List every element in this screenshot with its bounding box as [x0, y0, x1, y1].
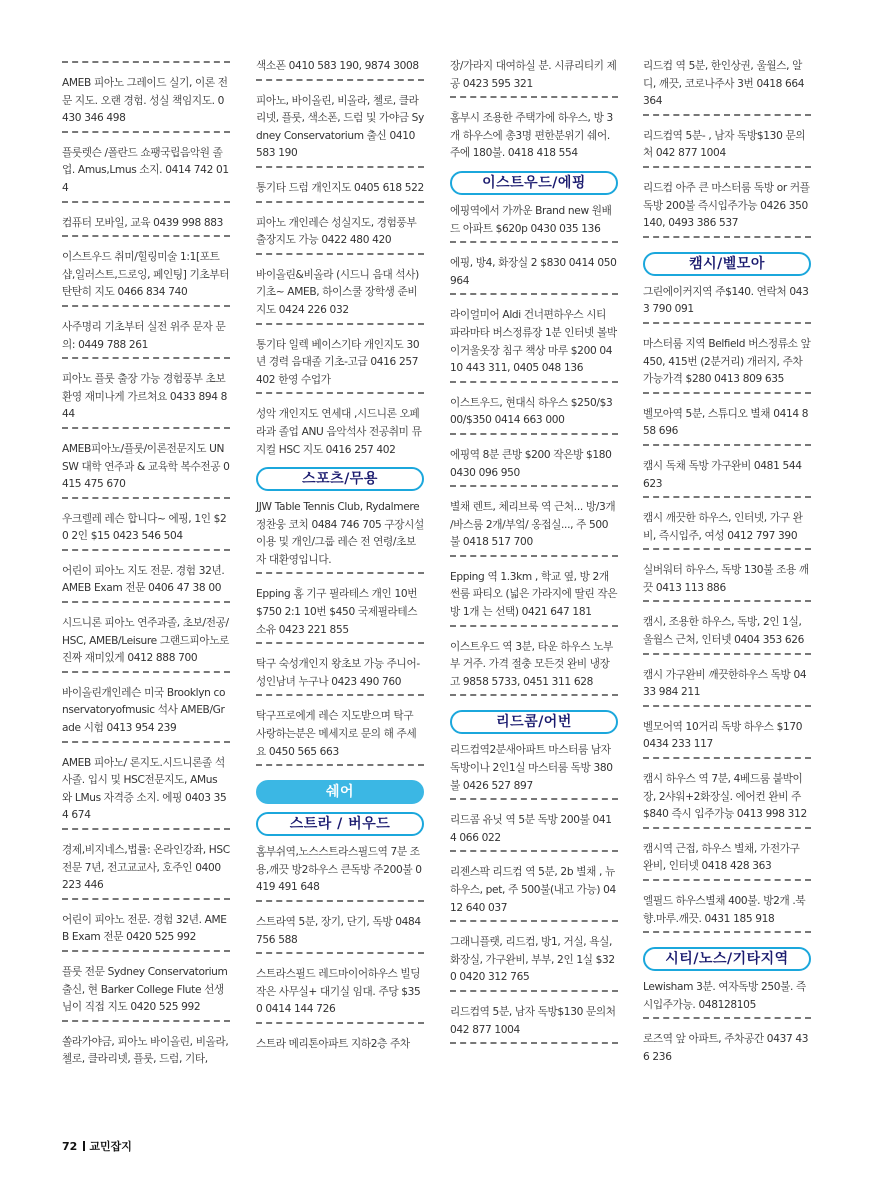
section-header: 스트라 / 버우드 [256, 812, 424, 836]
classified-ad: 에핑역에서 가까운 Brand new 원배드 아파트 $620p 0430 035 136 [450, 204, 612, 235]
dashed-divider [643, 496, 811, 504]
classified-ad: 캠시 가구완비 깨끗한하우스 독방 0433 984 211 [643, 668, 807, 699]
classified-ad: 탁구 숙성개인지 왕초보 가능 주니어-성인남녀 누구나 0423 490 760 [256, 658, 420, 688]
classified-ad: 어린이 피아노 지도 전문. 경험 32년. AMEB Exam 전문 0406 47 38 00 [62, 564, 225, 595]
dashed-divider [643, 879, 811, 887]
page-footer [62, 1138, 132, 1154]
dashed-divider [62, 549, 230, 557]
classified-column-2 [256, 58, 424, 1056]
classified-ad: 바이올린개인레슨 미국 Brooklyn conservatoryofmusic 석사 AMEB/Grade 시험 0413 954 239 [62, 686, 226, 735]
section-header: 리드콤/어번 [450, 710, 618, 734]
dashed-divider [256, 392, 424, 400]
dashed-divider [256, 79, 424, 87]
classified-ad: 쏠라가야금, 피아노 바이올린, 비올라, 첼로, 클라리넷, 플룻, 드럼, 기타, [62, 1035, 229, 1066]
classified-ad: 어린이 피아노 전문. 경험 32년. AMEB Exam 전문 0420 525 992 [62, 913, 227, 944]
dashed-divider [450, 694, 618, 702]
dashed-divider [256, 166, 424, 174]
dashed-divider [643, 548, 811, 556]
dashed-divider [256, 323, 424, 331]
classified-ad: JJW Table Tennis Club, Rydalmere정찬웅 코치 0484 746 705 구장시설 이용 및 개인/그룹 레슨 전 연령/초보자 대환영입니다. [256, 501, 424, 566]
section-header: 시티/노스/기타지역 [643, 947, 811, 971]
classified-ad: 홈부쉬역,노스스트라스필드역 7분 조용,깨끗 방2하우스 큰독방 주200불 0419 491 648 [256, 846, 422, 894]
dashed-divider [256, 694, 424, 702]
magazine-name: 교민잡지 [89, 1140, 132, 1153]
section-header: 캠시/벨모아 [643, 252, 811, 276]
classified-ad: 이스트우드 역 3분, 타운 하우스 노부부 거주. 가격 절충 모든것 완비 냉장고 9858 5733, 0451 311 628 [450, 640, 613, 688]
footer-divider [83, 1141, 85, 1151]
dashed-divider [450, 293, 618, 301]
dashed-divider [450, 850, 618, 858]
classified-ad: 장/가라지 대여하실 분. 시큐리티키 제공 0423 595 321 [450, 60, 617, 90]
dashed-divider [643, 322, 811, 330]
classified-ad: 그린에이커지역 주$140. 연락처 0433 790 091 [643, 285, 809, 316]
dashed-divider [62, 497, 230, 505]
classified-ad: 스트라 메리톤아파트 지하2층 주차 [256, 1037, 410, 1050]
classified-ad: 에핑, 방4, 화장실 2 $830 0414 050 964 [450, 257, 617, 287]
dashed-divider [643, 600, 811, 608]
dashed-divider [256, 253, 424, 261]
classified-ad: 홈부시 조용한 주택가에 하우스, 방 3개 하우스에 총3명 편한분위기 쉐어. 주에 180불. 0418 418 554 [450, 112, 613, 160]
classified-ad: 이스트우드 취미/힐링미술 1:1[포트샵,일러스트,드로잉, 페인팅] 기초부터 탄탄히 지도 0466 834 740 [62, 251, 230, 299]
classified-column-1 [62, 58, 230, 1071]
dashed-divider [643, 1017, 811, 1025]
classified-ad: 통기타 드럼 개인지도 0405 618 522 [256, 181, 424, 194]
dashed-divider [62, 601, 230, 609]
classified-ad: 벨모어역 10거리 독방 하우스 $170 0434 233 117 [643, 720, 803, 751]
dashed-divider [450, 990, 618, 998]
classified-ad: 피아노 플룻 출장 가능 경험풍부 초보환영 재미나게 가르쳐요 0433 894 844 [62, 373, 228, 421]
classified-ad: 캠시역 근접, 하우스 별채, 가전가구 완비, 인터넷 0418 428 363 [643, 842, 800, 873]
classified-ad: 리드컴역 5분, 남자 독방$130 문의처 042 877 1004 [450, 1005, 616, 1036]
classified-ad: 캠시 깨끗한 하우스, 인터넷, 가구 완비, 즉시입주, 여성 0412 797 390 [643, 512, 803, 542]
classified-ad: 그래니플랫, 리드컴, 방1, 거실, 욕실, 화장실, 가구완비, 부부, 2인 1실 $320 0420 312 765 [450, 936, 615, 984]
dashed-divider [62, 1020, 230, 1028]
classified-ad: Epping 홈 기구 필라테스 개인 10번 $750 2:1 10번 $450 국제필라테스 소유 0423 221 855 [256, 588, 418, 636]
classified-column-4 [643, 58, 811, 1069]
dashed-divider [62, 898, 230, 906]
classified-ad: 이스트우드, 현대식 하우스 $250/$300/$350 0414 663 000 [450, 396, 613, 427]
dashed-divider [62, 427, 230, 435]
classified-ad: 시드니론 피아노 연주과졸, 초보/전공/HSC, AMEB/Leisure 그랜드피아노로진짜 재미있게 0412 888 700 [62, 617, 230, 665]
classified-ad: 피아노 개인레슨 성실지도, 경험풍부 출장지도 가능 0422 480 420 [256, 216, 417, 247]
dashed-divider [643, 653, 811, 661]
section-header: 이스트우드/에핑 [450, 171, 618, 195]
classified-ad: 실버워터 하우스, 독방 130불 조용 깨끗 0413 113 886 [643, 564, 809, 594]
dashed-divider [643, 114, 811, 122]
dashed-divider [643, 444, 811, 452]
classified-ad: 캠시, 조용한 하우스, 독방, 2인 1실, 울월스 근처, 인터넷 0404 353 626 [643, 616, 805, 647]
classified-ad: AMEB 피아노 그레이드 실기, 이론 전문 지도. 오랜 경험. 성실 책임지도. 0430 346 498 [62, 77, 228, 125]
dashed-divider [256, 764, 424, 772]
classified-ad: 플룻렛슨 /폴란드 쇼팽국립음악원 졸업. Amus,Lmus 소지. 0414 742 014 [62, 146, 229, 194]
dashed-divider [62, 61, 230, 69]
classified-ad: 사주명리 기초부터 실전 위주 문자 문의: 0449 788 261 [62, 320, 226, 351]
classified-ad: AMEB 피아노/ 론지도.시드니론졸 석사졸. 입시 및 HSC전문지도, AMus 와 LMus 자격증 소지. 에핑 0403 354 674 [62, 756, 227, 822]
dashed-divider [450, 485, 618, 493]
dashed-divider [62, 828, 230, 836]
classified-ad: 통기타 일렉 베이스기타 개인지도 30년 경력 음대졸 기초-고급 0416 257 402 한영 수업가 [256, 338, 420, 386]
classified-ad: 벨모아역 5분, 스튜디오 별채 0414 858 696 [643, 407, 809, 438]
classified-ad: 리드컴 아주 큰 마스터룸 독방 or 커플 독방 200불 즉시입주가능 0426 350 140, 0493 386 537 [643, 181, 810, 230]
classified-ad: 경제,비지네스,법률: 온라인강좌, HSC전문 7년, 전고교교사, 호주인 0400 223 446 [62, 844, 230, 892]
dashed-divider [62, 741, 230, 749]
dashed-divider [643, 392, 811, 400]
classified-ad: 별채 렌트, 체리브룩 역 근처... 방/3개 /바스룸 2개/부엌/ 옹접실..., 주 500불 0418 517 700 [450, 501, 616, 549]
dashed-divider [256, 952, 424, 960]
classified-ad: 로즈역 앞 아파트, 주차공간 0437 436 236 [643, 1033, 809, 1063]
classified-ad: 스트라스필드 레드마이어하우스 빌딩 작은 사무실+ 대기실 임대. 주당 $350 0414 144 726 [256, 968, 421, 1016]
dashed-divider [450, 625, 618, 633]
dashed-divider [643, 931, 811, 939]
dashed-divider [256, 572, 424, 580]
classified-ad: 마스터룸 지역 Belfield 버스정류소 앞 450, 415번 (2분거리) 개러지, 주차가능가격 $280 0413 809 635 [643, 337, 811, 386]
dashed-divider [256, 1022, 424, 1030]
dashed-divider [62, 357, 230, 365]
classified-ad: 캠시 하우스 역 7분, 4베드룸 붙박이장, 2샤워+2화장실. 에어컨 완비 주 $840 즉시 입주가능 0413 998 312 [643, 773, 807, 821]
classified-ad: 플룻 전문 Sydney Conservatorium 출신, 현 Barker College Flute 선생님이 직접 지도 0420 525 992 [62, 965, 228, 1014]
dashed-divider [450, 241, 618, 249]
dashed-divider [643, 236, 811, 244]
classified-ad: 리젠스팍 리드컴 역 5분, 2b 별채 , 뉴 하우스, pet, 주 500불(내고 가능) 0412 640 037 [450, 866, 616, 914]
classified-ad: AMEB피아노/플룻/이론전문지도 UNSW 대학 연주과 & 교육학 복수전공 0415 475 670 [62, 442, 230, 491]
dashed-divider [450, 433, 618, 441]
classified-ad: 라이얼미어 Aldi 건너편하우스 시티 파라마타 버스정류장 1분 인터넷 볼박이거울옷장 침구 책상 마루 $200 0410 443 311, 0405 048 136 [450, 309, 617, 375]
dashed-divider [643, 166, 811, 174]
dashed-divider [643, 705, 811, 713]
dashed-divider [62, 131, 230, 139]
dashed-divider [256, 201, 424, 209]
classified-ad: 바이올린&비올라 (시드니 음대 석사)기초~ AMEB, 하이스쿨 장학생 준비지도 0424 226 032 [256, 268, 419, 316]
dashed-divider [62, 235, 230, 243]
dashed-divider [450, 96, 618, 104]
classified-ad: 성악 개인지도 연세대 ,시드니론 오페라과 졸업 ANU 음악석사 전공취미 뮤지컬 HSC 지도 0416 257 402 [256, 408, 422, 456]
dashed-divider [450, 381, 618, 389]
dashed-divider [62, 950, 230, 958]
classified-ad: 리드컴역2분새아파트 마스터룸 남자 독방이나 2인1실 마스터룸 독방 380불 0426 527 897 [450, 744, 613, 792]
classified-ad: 캠시 독채 독방 가구완비 0481 544 623 [643, 459, 802, 490]
section-header: 쉐어 [256, 780, 424, 804]
dashed-divider [450, 798, 618, 806]
classified-ad: 색소폰 0410 583 190, 9874 3008 [256, 60, 419, 72]
classified-ad: 우크렐레 레슨 합니다~ 에핑, 1인 $20 2인 $15 0423 546 504 [62, 512, 227, 543]
dashed-divider [256, 642, 424, 650]
classified-ad: 리드컴역 5분- , 남자 독방$130 문의처 042 877 1004 [643, 129, 806, 160]
classified-ad: 리드컴 역 5분, 한인상권, 울월스, 알디, 깨끗, 코로나주사 3번 0418 664 364 [643, 60, 805, 108]
dashed-divider [643, 827, 811, 835]
dashed-divider [450, 1042, 618, 1050]
classified-ad: 에핑역 8분 큰방 $200 작은방 $180 0430 096 950 [450, 448, 612, 479]
dashed-divider [62, 201, 230, 209]
classified-ad: Lewisham 3분. 여자독방 250불. 즉시입주가능. 048128105 [643, 981, 806, 1011]
page-number: 72 [62, 1140, 78, 1153]
dashed-divider [256, 900, 424, 908]
section-header: 스포츠/무용 [256, 467, 424, 491]
classified-ad: Epping 역 1.3km , 학교 옆, 방 2개 썬룸 파티오 (넓은 가라지에 딸린 작은 방 1개 는 선택) 0421 647 181 [450, 570, 618, 619]
classified-ad: 피아노, 바이올린, 비올라, 첼로, 클라리넷, 플룻, 색소폰, 드럼 및 가야금 Sydney Conservatorium 출신 0410 583 190 [256, 94, 424, 160]
dashed-divider [643, 757, 811, 765]
classified-ad: 컴퓨터 모바일, 교육 0439 998 883 [62, 216, 224, 229]
dashed-divider [62, 671, 230, 679]
classified-ad: 리드콤 유닛 역 5분 독방 200불 0414 066 022 [450, 814, 612, 844]
classified-ad: 스트라역 5분, 장기, 단기, 독방 0484 756 588 [256, 916, 421, 946]
classified-ad: 엘필드 하우스별채 400불. 방2개 .북향.마루.깨끗. 0431 185 918 [643, 895, 806, 925]
dashed-divider [450, 555, 618, 563]
dashed-divider [62, 305, 230, 313]
dashed-divider [450, 920, 618, 928]
classified-column-3 [450, 58, 618, 1056]
classified-ad: 탁구프로에게 레슨 지도받으며 탁구 사랑하는분은 메세지로 문의 해 주세요 0450 565 663 [256, 710, 417, 758]
